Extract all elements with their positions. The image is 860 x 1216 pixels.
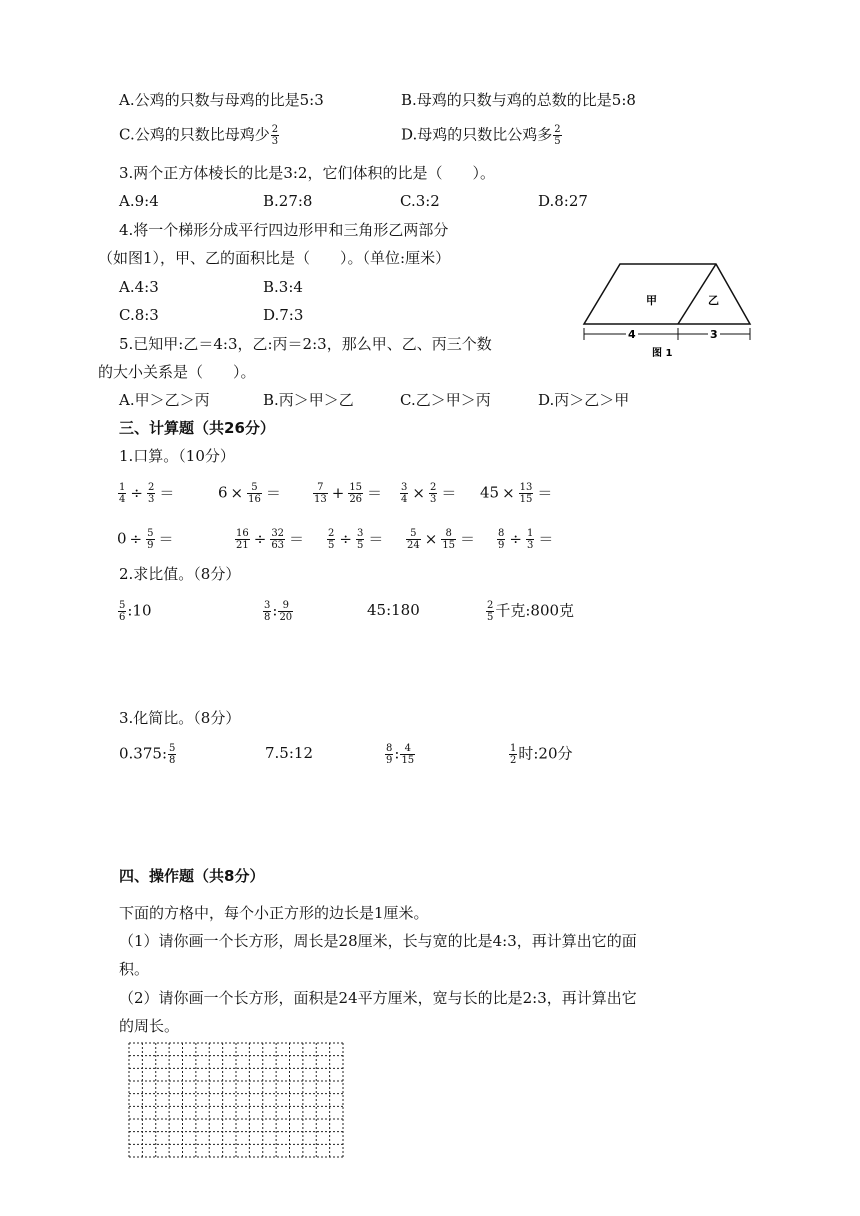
q3-option-c: C.3:2 (400, 192, 440, 210)
calc-q1-title: 1.口算。（10分） (119, 447, 235, 465)
calc-expr: 6 × $\frac{5}{16}$ ＝ (218, 482, 281, 505)
q5-option-a: A.甲＞乙＞丙 (119, 391, 210, 409)
q3-option-d: D.8:27 (538, 192, 588, 210)
calc-expr: $\frac{1}{4}$ ÷ $\frac{2}{3}$ ＝ (119, 482, 175, 505)
calc-q3-title: 3.化简比。（8分） (119, 709, 241, 727)
section4-item2-line1: （2）请你画一个长方形，面积是24平方厘米，宽与长的比是2:3，再计算出它 (119, 989, 637, 1007)
calc-expr: $\frac{8}{9}$ ÷ $\frac{1}{3}$ ＝ (498, 528, 554, 551)
calc-expr: $\frac{7}{13}$ + $\frac{15}{26}$ ＝ (314, 482, 383, 505)
fraction: $\frac{2}{3}$ (271, 124, 279, 147)
section4-item2-line2: 的周长。 (119, 1017, 180, 1035)
section3-title: 三、计算题（共26分） (119, 419, 275, 437)
calc-expr: $\frac{2}{5}$ ÷ $\frac{3}{5}$ ＝ (328, 528, 384, 551)
figure-caption: 图 1 (652, 348, 673, 359)
calc-expr: $\frac{16}{21}$ ÷ $\frac{32}{63}$ ＝ (236, 528, 305, 551)
q4-option-b: B.3:4 (263, 278, 303, 296)
q5-option-b: B.丙＞甲＞乙 (263, 391, 354, 409)
drawing-grid[interactable] (128, 1042, 344, 1158)
dimension-left: 4 (628, 328, 636, 341)
q4-option-d: D.7:3 (263, 306, 304, 324)
section4-item1-line1: （1）请你画一个长方形，周长是28厘米，长与宽的比是4:3，再计算出它的面 (119, 932, 637, 950)
section4-item1-line2: 积。 (119, 960, 150, 978)
trapezoid-outline (584, 264, 750, 324)
q5-stem-line2: 的大小关系是（ ）。 (98, 363, 256, 381)
ratio-expr: 0.375: $\frac{5}{8}$ (119, 743, 176, 766)
trapezoid-figure (580, 258, 755, 360)
section4-intro: 下面的方格中，每个小正方形的边长是1厘米。 (119, 904, 429, 922)
q4-stem-line2: （如图1），甲、乙的面积比是（ ）。（单位:厘米） (98, 249, 451, 267)
calc-expr: 0 ÷ $\frac{5}{9}$ ＝ (117, 528, 174, 551)
q3-stem: 3.两个正方体棱长的比是3:2，它们体积的比是（ ）。 (119, 164, 495, 182)
calc-expr: $\frac{3}{4}$ × $\frac{2}{3}$ ＝ (401, 482, 457, 505)
ratio-expr: $\frac{2}{5}$ 千克:800克 (487, 600, 575, 623)
ratio-expr: $\frac{3}{8}$ : $\frac{9}{20}$ (264, 600, 293, 623)
q5-option-c: C.乙＞甲＞丙 (400, 391, 491, 409)
q5-stem-line1: 5.已知甲:乙＝4:3，乙:丙＝2:3，那么甲、乙、丙三个数 (119, 335, 492, 353)
q2-option-a: A.公鸡的只数与母鸡的比是5:3 (119, 91, 324, 109)
q2-option-c (119, 124, 280, 147)
ratio-expr: 45:180 (367, 601, 420, 619)
label-jia: 甲 (646, 294, 657, 307)
q2-option-d (401, 124, 563, 147)
dimension-right: 3 (710, 328, 718, 341)
q2-option-c-text: C.公鸡的只数比母鸡少 (119, 125, 270, 144)
q3-option-b: B.27:8 (263, 192, 313, 210)
fraction: $\frac{2}{5}$ (554, 124, 561, 147)
section4-title: 四、操作题（共8分） (119, 867, 265, 885)
label-yi: 乙 (708, 294, 719, 307)
q4-stem-line1: 4.将一个梯形分成平行四边形甲和三角形乙两部分 (119, 221, 449, 239)
ratio-expr: $\frac{1}{2}$ 时:20分 (510, 743, 573, 766)
q5-option-d: D.丙＞乙＞甲 (538, 391, 630, 409)
calc-expr: 45 × $\frac{13}{15}$ ＝ (480, 482, 553, 505)
q3-option-a: A.9:4 (119, 192, 159, 210)
calc-q2-title: 2.求比值。（8分） (119, 565, 241, 583)
calc-expr: $\frac{5}{24}$ × $\frac{8}{15}$ ＝ (407, 528, 476, 551)
q2-option-b: B.母鸡的只数与鸡的总数的比是5:8 (401, 91, 636, 109)
q4-option-a: A.4:3 (119, 278, 159, 296)
q4-option-c: C.8:3 (119, 306, 159, 324)
ratio-expr: $\frac{8}{9}$ : $\frac{4}{15}$ (386, 743, 415, 766)
ratio-expr: $\frac{5}{6}$ :10 (119, 600, 152, 623)
ratio-expr: 7.5:12 (265, 744, 313, 762)
q2-option-d-text: D.母鸡的只数比公鸡多 (401, 125, 553, 144)
